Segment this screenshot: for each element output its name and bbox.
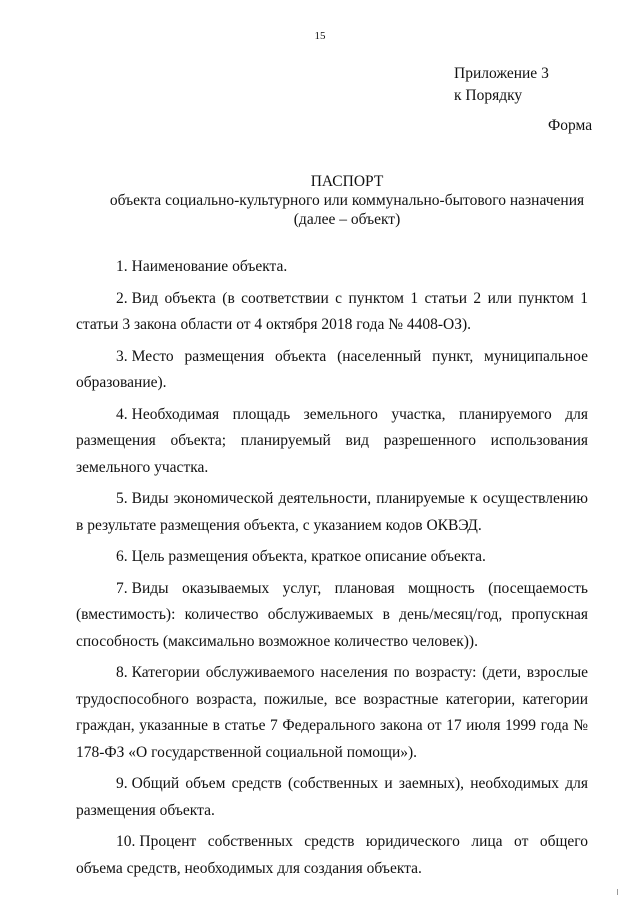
item-number: 7. <box>116 579 128 597</box>
title-subtitle: объекта социально-культурного или коммунально-бытового назначения <box>109 192 585 209</box>
item-number: 9. <box>116 775 128 792</box>
item-number: 4. <box>116 405 128 423</box>
item-number: 3. <box>116 347 128 365</box>
appendix-reference <box>454 63 549 107</box>
item-text: Место размещения объекта (населенный пункт, муниципальное образование). <box>76 347 588 391</box>
list-item <box>76 402 588 482</box>
appendix-line-2: к Порядку <box>454 87 523 104</box>
list-item <box>76 576 588 656</box>
item-text: Необходимая площадь земельного участка, планируемого для размещения объекта; планируемый вид разрешенного использования земельного участка. <box>76 405 588 476</box>
list-item <box>76 829 588 882</box>
title-note: (далее – объект) <box>293 211 401 228</box>
item-number: 8. <box>116 664 128 681</box>
list-item <box>76 286 588 339</box>
item-number: 2. <box>116 289 128 307</box>
list-item <box>76 254 588 281</box>
item-text: Виды экономической деятельности, планируемые к осуществлению в результате размещения объекта, с указанием кодов ОКВЭД. <box>76 490 588 534</box>
item-text: Категории обслуживаемого населения по возрасту: (дети, взрослые трудоспособного возраста, пожилые, все возрастные категории, категории граждан, указанные в статье 7 Федерального закона от 17 июля 1999 года № 178-ФЗ «О государственной социальной помощи»). <box>76 664 588 761</box>
document-title <box>60 172 634 229</box>
item-text: Цель размещения объекта, краткое описание объекта. <box>131 548 486 565</box>
item-number: 6. <box>116 548 128 565</box>
item-number: 5. <box>116 490 128 507</box>
passport-items-list <box>76 254 588 887</box>
list-item <box>76 771 588 824</box>
item-text: Общий объем средств (собственных и заемных), необходимых для размещения объекта. <box>76 775 588 819</box>
item-text: Процент собственных средств юридического лица от общего объема средств, необходимых для создания объекта. <box>76 833 588 877</box>
list-item <box>76 544 588 571</box>
list-item <box>76 344 588 397</box>
form-label: Форма <box>548 117 593 134</box>
item-number: 10. <box>116 833 136 850</box>
list-item <box>76 660 588 766</box>
item-number: 1. <box>116 258 128 275</box>
item-text: Наименование объекта. <box>131 258 288 275</box>
title-heading: ПАСПОРТ <box>310 173 384 190</box>
item-text: Виды оказываемых услуг, плановая мощность (посещаемость (вместимость): количество обслуживаемых в день/месяц/год, пропускная способность (максимально возможное количество человек)). <box>76 579 588 650</box>
appendix-line-1: Приложение 3 <box>454 65 549 82</box>
list-item <box>76 486 588 539</box>
page-number: 15 <box>314 30 326 42</box>
scan-mark <box>617 889 618 895</box>
item-text: Вид объекта (в соответствии с пунктом 1 статьи 2 или пунктом 1 статьи 3 закона области от 4 октября 2018 года № 4408-ОЗ). <box>76 289 588 333</box>
